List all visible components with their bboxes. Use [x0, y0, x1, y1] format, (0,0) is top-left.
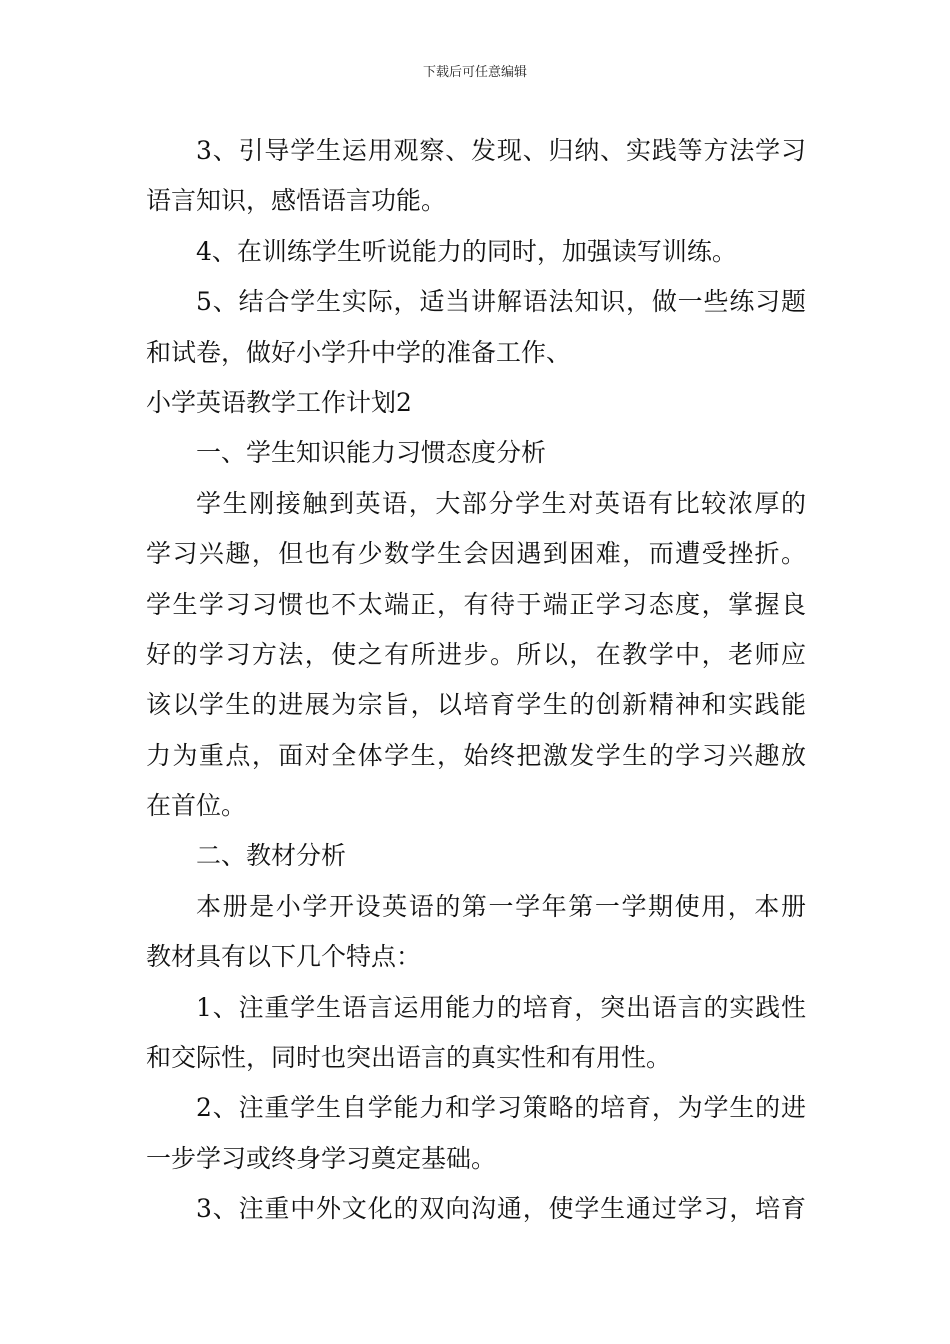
text-line: 好的学习方法，使之有所进步。所以，在教学中，老师应 [146, 639, 806, 669]
text-line: 3、引导学生运用观察、发现、归纳、实践等方法学习 [196, 136, 806, 165]
text-line: 学生学习习惯也不太端正，有待于端正学习态度，掌握良 [146, 589, 806, 619]
text-line: 学习兴趣，但也有少数学生会因遇到困难，而遭受挫折。 [146, 539, 806, 569]
text-line: 学生刚接触到英语，大部分学生对英语有比较浓厚的 [196, 488, 806, 518]
text-line: 教材具有以下几个特点： [146, 942, 422, 972]
text-line: 5、结合学生实际，适当讲解语法知识，做一些练习题 [196, 287, 806, 317]
text-line: 语言知识，感悟语言功能。 [146, 186, 447, 216]
text-line: 该以学生的进展为宗旨，以培育学生的创新精神和实践能 [146, 690, 806, 720]
text-line: 力为重点，面对全体学生，始终把激发学生的学习兴趣放 [146, 740, 806, 770]
text-line: 和试卷，做好小学升中学的准备工作、 [146, 337, 572, 367]
text-line: 2、注重学生自学能力和学习策略的培育，为学生的进 [196, 1093, 806, 1123]
text-line: 和交际性，同时也突出语言的真实性和有用性。 [146, 1043, 672, 1073]
text-line: 一步学习或终身学习奠定基础。 [146, 1143, 497, 1173]
text-line: 本册是小学开设英语的第一学年第一学期使用，本册 [196, 891, 806, 921]
text-line: 1、注重学生语言运用能力的培育，突出语言的实践性 [196, 992, 806, 1022]
document-body [146, 126, 806, 1235]
section-title: 小学英语教学工作计划2 [146, 387, 412, 417]
page-header: 下载后可任意编辑 [422, 65, 527, 80]
section-heading: 二、教材分析 [196, 841, 347, 871]
text-line: 在首位。 [146, 791, 247, 821]
text-line: 4、在训练学生听说能力的同时，加强读写训练。 [196, 236, 737, 266]
section-heading: 一、学生知识能力习惯态度分析 [196, 438, 547, 468]
text-line: 3、注重中外文化的双向沟通，使学生通过学习，培育 [196, 1194, 806, 1224]
